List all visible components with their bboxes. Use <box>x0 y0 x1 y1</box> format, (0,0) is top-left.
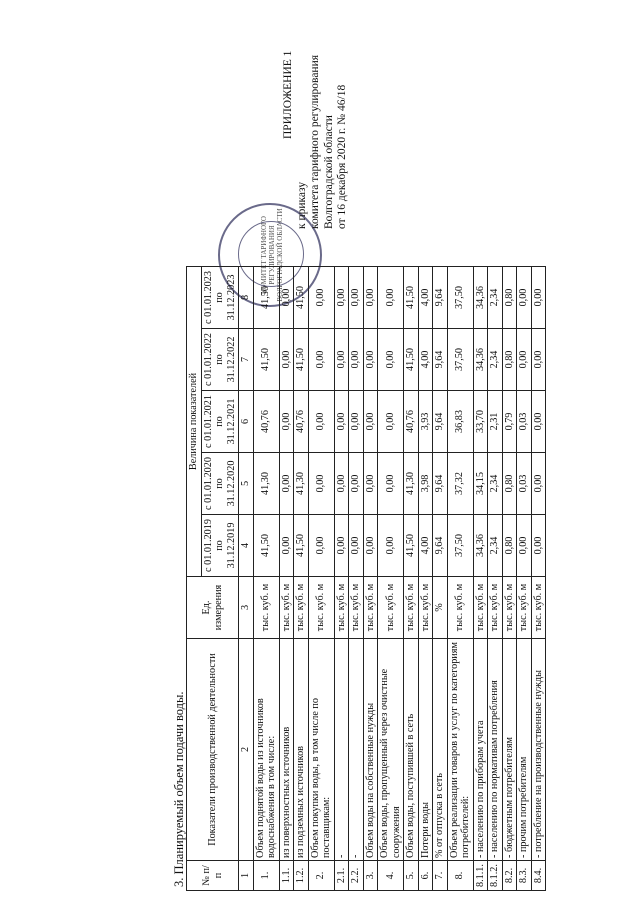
column-number: 7 <box>239 329 254 391</box>
row-label: Объем воды, поступившей в сеть <box>404 639 419 861</box>
row-label: Объем воды на собственные нужды <box>363 639 378 861</box>
header-period: с 01.01.2019 по 31.12.2019 <box>201 515 239 577</box>
row-value: 9,64 <box>433 515 448 577</box>
row-value: 0,00 <box>279 329 294 391</box>
row-unit: тыс. куб. м <box>473 577 488 639</box>
row-value: 0,79 <box>502 391 517 453</box>
row-value: 0,00 <box>378 453 404 515</box>
row-value: 2,34 <box>488 453 503 515</box>
row-label: % от отпуска в сеть <box>433 639 448 861</box>
row-value: 0,00 <box>363 329 378 391</box>
row-value: 41,50 <box>294 329 309 391</box>
column-number: 5 <box>239 453 254 515</box>
row-number: 5. <box>404 861 419 891</box>
row-unit: % <box>433 577 448 639</box>
row-value: 9,64 <box>433 391 448 453</box>
row-value: 41,50 <box>294 515 309 577</box>
row-value: 0,00 <box>279 267 294 329</box>
row-value: 41,50 <box>404 329 419 391</box>
row-value: 9,64 <box>433 329 448 391</box>
row-value: 0,00 <box>531 391 546 453</box>
row-value: 4,00 <box>418 515 433 577</box>
row-value: 4,00 <box>418 267 433 329</box>
column-number: 8 <box>239 267 254 329</box>
row-label: из поверхностных источников <box>279 639 294 861</box>
row-unit: тыс. куб. м <box>517 577 532 639</box>
water-volume-table <box>186 266 546 891</box>
row-value: 0,03 <box>517 453 532 515</box>
row-unit: тыс. куб. м <box>334 577 349 639</box>
row-value: 40,76 <box>294 391 309 453</box>
table-row <box>433 267 448 891</box>
row-unit: тыс. куб. м <box>308 577 334 639</box>
row-unit: тыс. куб. м <box>378 577 404 639</box>
row-value: 0,00 <box>517 515 532 577</box>
row-value: 40,76 <box>253 391 279 453</box>
row-value: 0,00 <box>334 267 349 329</box>
row-label: - населению по нормативам потребления <box>488 639 503 861</box>
row-value: 2,34 <box>488 267 503 329</box>
row-unit: тыс. куб. м <box>531 577 546 639</box>
row-value: 34,15 <box>473 453 488 515</box>
row-value: 0,03 <box>517 391 532 453</box>
row-value: 41,50 <box>253 515 279 577</box>
row-value: 0,00 <box>517 267 532 329</box>
row-value: 0,00 <box>279 453 294 515</box>
row-unit: тыс. куб. м <box>279 577 294 639</box>
row-value: 0,00 <box>308 267 334 329</box>
row-value: 0,80 <box>502 515 517 577</box>
row-label: Объем воды, пропущенный через очистные сооружения <box>378 639 404 861</box>
row-value: 41,30 <box>404 453 419 515</box>
row-value: 37,50 <box>447 267 473 329</box>
table-row <box>418 267 433 891</box>
row-number: 2.2. <box>349 861 364 891</box>
row-value: 0,00 <box>363 515 378 577</box>
row-value: 0,00 <box>531 329 546 391</box>
row-value: 0,00 <box>308 329 334 391</box>
row-value: 36,83 <box>447 391 473 453</box>
row-label: Объем покупки воды, в том числе по поставщикам: <box>308 639 334 861</box>
row-number: 8.1.2. <box>488 861 503 891</box>
row-value: 2,34 <box>488 515 503 577</box>
row-value: 0,00 <box>334 329 349 391</box>
row-value: 9,64 <box>433 267 448 329</box>
row-unit: тыс. куб. м <box>488 577 503 639</box>
row-number: 8.1.1. <box>473 861 488 891</box>
column-number: 1 <box>239 861 254 891</box>
header-num: № п/п <box>187 861 239 891</box>
row-label: - населению по приборам учета <box>473 639 488 861</box>
row-value: 41,50 <box>253 329 279 391</box>
row-value: 0,00 <box>308 515 334 577</box>
row-value: 0,00 <box>363 453 378 515</box>
row-number: 8.3. <box>517 861 532 891</box>
appendix-line-2: к приказу <box>295 181 308 229</box>
table-row <box>378 267 404 891</box>
table-row <box>531 267 546 891</box>
row-number: 2.1. <box>334 861 349 891</box>
row-value: 0,00 <box>363 267 378 329</box>
row-number: 1. <box>253 861 279 891</box>
row-value: 0,00 <box>334 391 349 453</box>
row-number: 4. <box>378 861 404 891</box>
row-value: 41,50 <box>253 267 279 329</box>
row-value: 37,50 <box>447 329 473 391</box>
table-row <box>488 267 503 891</box>
row-value: 0,00 <box>378 515 404 577</box>
row-value: 0,80 <box>502 267 517 329</box>
row-unit: тыс. куб. м <box>349 577 364 639</box>
row-value: 0,00 <box>308 453 334 515</box>
row-value: 41,50 <box>404 515 419 577</box>
table-row <box>517 267 532 891</box>
row-label: - <box>334 639 349 861</box>
row-unit: тыс. куб. м <box>418 577 433 639</box>
table-row <box>473 267 488 891</box>
appendix-line-3: комитета тарифного регулирования <box>309 54 321 229</box>
header-row <box>187 267 202 891</box>
section-title: 3. Планируемый объем подачи воды. <box>172 691 186 887</box>
table-row <box>404 267 419 891</box>
row-value: 41,30 <box>253 453 279 515</box>
header-period: с 01.01.2020 по 31.12.2020 <box>201 453 239 515</box>
row-value: 0,00 <box>378 329 404 391</box>
table-row <box>447 267 473 891</box>
row-value: 0,00 <box>349 515 364 577</box>
appendix-title: ПРИЛОЖЕНИЕ 1 <box>282 50 294 139</box>
row-value: 0,00 <box>279 391 294 453</box>
row-unit: тыс. куб. м <box>253 577 279 639</box>
row-label: - <box>349 639 364 861</box>
row-value: 37,32 <box>447 453 473 515</box>
column-number-row <box>239 267 254 891</box>
header-values-group: Величина показателей <box>187 267 202 577</box>
column-number: 3 <box>239 577 254 639</box>
row-value: 0,00 <box>363 391 378 453</box>
column-number: 4 <box>239 515 254 577</box>
row-number: 3. <box>363 861 378 891</box>
row-value: 0,00 <box>279 515 294 577</box>
row-label: - бюджетным потребителям <box>502 639 517 861</box>
row-number: 7. <box>433 861 448 891</box>
row-value: 2,34 <box>488 329 503 391</box>
row-value: 34,36 <box>473 329 488 391</box>
row-value: 3,98 <box>418 453 433 515</box>
header-period: с 01.01.2021 по 31.12.2021 <box>201 391 239 453</box>
row-value: 0,00 <box>334 515 349 577</box>
row-value: 2,31 <box>488 391 503 453</box>
header-period: с 01.01.2023 по 31.12.2023 <box>201 267 239 329</box>
row-value: 0,00 <box>349 391 364 453</box>
row-number: 8.2. <box>502 861 517 891</box>
row-value: 3,93 <box>418 391 433 453</box>
row-label: Потери воды <box>418 639 433 861</box>
row-unit: тыс. куб. м <box>502 577 517 639</box>
row-number: 8. <box>447 861 473 891</box>
row-value: 0,00 <box>531 515 546 577</box>
row-value: 0,00 <box>349 329 364 391</box>
row-unit: тыс. куб. м <box>404 577 419 639</box>
header-indicator: Показатели производственной деятельности <box>187 639 239 861</box>
appendix-line-4: Волгоградской области <box>322 115 335 229</box>
row-label: из подземных источников <box>294 639 309 861</box>
row-value: 0,00 <box>378 391 404 453</box>
row-number: 1.1. <box>279 861 294 891</box>
column-number: 6 <box>239 391 254 453</box>
row-number: 2. <box>308 861 334 891</box>
row-value: 34,36 <box>473 267 488 329</box>
row-value: 41,30 <box>294 453 309 515</box>
row-value: 0,00 <box>531 267 546 329</box>
row-value: 0,00 <box>517 329 532 391</box>
seal-text: КОМИТЕТ ТАРИФНОГО РЕГУЛИРОВАНИЯ ВОЛГОГРАДСКОЙ ОБЛАСТИ <box>260 208 284 302</box>
row-value: 37,50 <box>447 515 473 577</box>
row-value: 0,00 <box>378 267 404 329</box>
header-unit: Ед. измерения <box>187 577 239 639</box>
table-row <box>308 267 334 891</box>
row-number: 1.2. <box>294 861 309 891</box>
header-period: с 01.01.2022 по 31.12.2022 <box>201 329 239 391</box>
row-value: 40,76 <box>404 391 419 453</box>
row-value: 9,64 <box>433 453 448 515</box>
table-row <box>363 267 378 891</box>
appendix-line-5: от 16 декабря 2020 г. № 46/18 <box>336 84 348 229</box>
row-value: 41,50 <box>404 267 419 329</box>
row-label: - прочим потребителям <box>517 639 532 861</box>
column-number: 2 <box>239 639 254 861</box>
row-number: 8.4. <box>531 861 546 891</box>
row-value: 0,00 <box>349 453 364 515</box>
row-unit: тыс. куб. м <box>447 577 473 639</box>
row-number: 6. <box>418 861 433 891</box>
row-label: - потребление на производственные нужды <box>531 639 546 861</box>
table-row <box>349 267 364 891</box>
row-value: 41,50 <box>294 267 309 329</box>
row-value: 0,00 <box>531 453 546 515</box>
table-row <box>502 267 517 891</box>
row-value: 0,00 <box>334 453 349 515</box>
table-row <box>294 267 309 891</box>
table-row <box>253 267 279 891</box>
row-value: 0,00 <box>349 267 364 329</box>
row-label: Объем поднятой воды из источников водоснабжения в том числе: <box>253 639 279 861</box>
row-value: 33,70 <box>473 391 488 453</box>
table-row <box>334 267 349 891</box>
row-value: 0,80 <box>502 453 517 515</box>
row-value: 0,00 <box>308 391 334 453</box>
table-row <box>279 267 294 891</box>
row-unit: тыс. куб. м <box>294 577 309 639</box>
row-value: 34,36 <box>473 515 488 577</box>
row-value: 4,00 <box>418 329 433 391</box>
row-unit: тыс. куб. м <box>363 577 378 639</box>
row-label: Объем реализации товаров и услуг по категориям потребителей: <box>447 639 473 861</box>
appendix-header <box>282 51 350 229</box>
row-value: 0,80 <box>502 329 517 391</box>
